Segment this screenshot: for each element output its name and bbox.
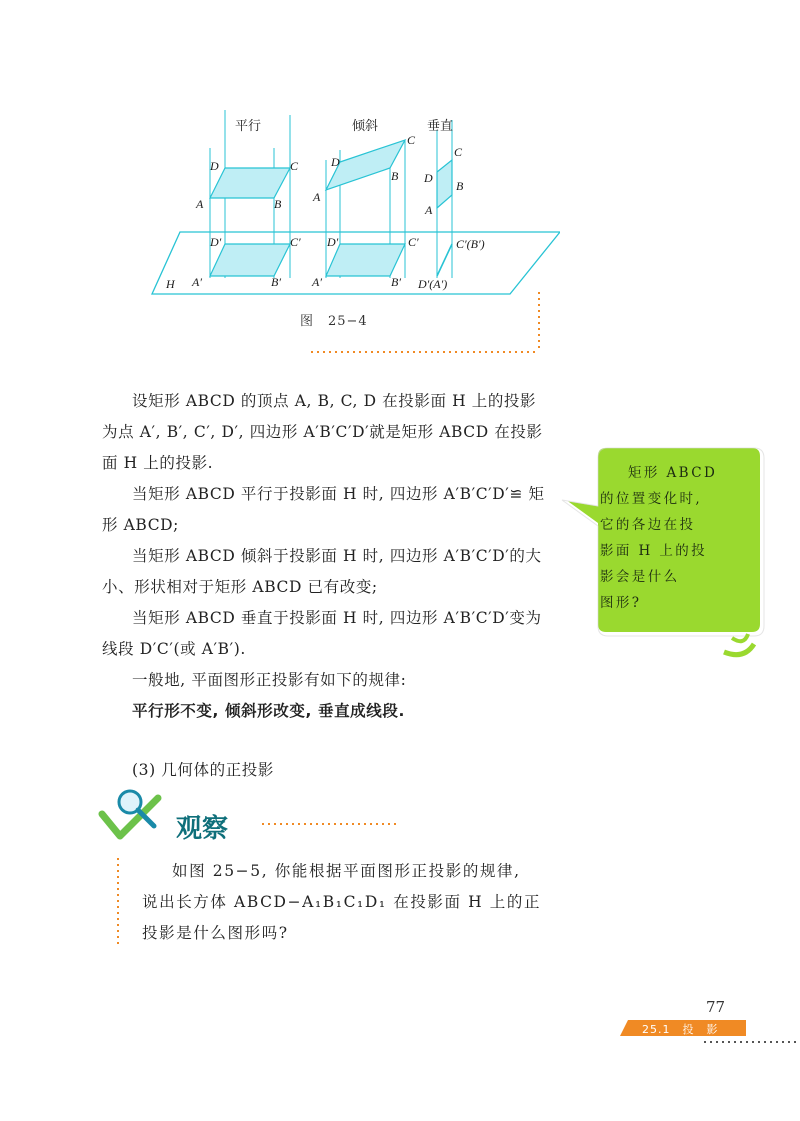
text-line: 当矩形 ABCD 垂直于投影面 H 时, 四边形 A′B′C′D′变为	[132, 609, 542, 627]
label-vertex: C′	[290, 235, 301, 249]
label-vertex: D′	[327, 235, 339, 249]
label-vertex: B′	[271, 275, 281, 289]
label-vertex: A′	[192, 275, 202, 289]
label-oblique: 倾斜	[352, 118, 379, 133]
text-line: 设矩形 ABCD 的顶点 A, B, C, D 在投影面 H 上的投影	[132, 392, 537, 410]
paragraph-perpendicular-cont	[102, 634, 552, 665]
paragraph-definition-cont	[102, 417, 552, 479]
label-vertex: B	[456, 179, 464, 193]
label-vertex: B	[391, 169, 399, 183]
paragraph-parallel	[132, 479, 552, 510]
paragraph-definition	[132, 386, 552, 417]
observe-line-2: 说出长方体 ABCD−A₁B₁C₁D₁ 在投影面 H 上的正	[142, 893, 542, 911]
observe-line-3: 投影是什么图形吗?	[142, 924, 289, 942]
paragraph-parallel-cont	[102, 510, 552, 541]
note-line: 影会是什么	[600, 569, 680, 585]
note-line: 影面 H 上的投	[600, 543, 708, 559]
label-vertex: A	[313, 190, 321, 204]
label-vertex: A	[425, 203, 433, 217]
footer-section-label: 25.1 投 影	[642, 1023, 719, 1036]
rect-parallel	[210, 168, 290, 198]
label-vertex: C′(B′)	[456, 237, 485, 251]
label-perpendicular: 垂直	[427, 118, 454, 133]
label-vertex: D	[331, 155, 340, 169]
section-heading: (3) 几何体的正投影	[132, 761, 274, 779]
label-vertex: D′(A′)	[418, 277, 448, 291]
paragraph-oblique-cont	[102, 572, 552, 603]
figure-bracket	[305, 290, 545, 360]
label-vertex: D	[424, 171, 433, 185]
label-plane-h: H	[166, 277, 175, 291]
label-vertex: D	[210, 159, 219, 173]
label-vertex: B′	[391, 275, 401, 289]
paragraph-perpendicular	[132, 603, 552, 634]
rule-statement: 平行形不变, 倾斜形改变, 垂直成线段.	[132, 702, 405, 720]
rect-perpendicular	[437, 160, 452, 208]
text-line: 形 ABCD;	[102, 516, 180, 534]
paragraph-oblique	[132, 541, 552, 572]
note-line: 的位置变化时,	[600, 491, 703, 507]
label-vertex: C	[407, 133, 416, 147]
note-line: 它的各边在投	[600, 517, 696, 533]
figure-caption: 图 25−4	[300, 314, 368, 329]
note-line: 矩形 ABCD	[628, 465, 718, 481]
proj-parallel	[210, 244, 290, 276]
label-parallel: 平行	[235, 118, 262, 133]
note-line: 图形?	[600, 595, 642, 611]
label-vertex: A′	[312, 275, 322, 289]
text-line: 线段 D′C′(或 A′B′).	[102, 640, 246, 658]
text-line: 当矩形 ABCD 倾斜于投影面 H 时, 四边形 A′B′C′D′的大	[132, 547, 542, 565]
observe-line-1: 如图 25−5, 你能根据平面图形正投影的规律,	[172, 862, 521, 880]
observe-title: 观察	[176, 814, 229, 844]
paragraph-general: 一般地, 平面图形正投影有如下的规律:	[132, 671, 407, 689]
text-line: 小、形状相对于矩形 ABCD 已有改变;	[102, 578, 378, 596]
label-vertex: B	[274, 197, 282, 211]
label-vertex: A	[196, 197, 204, 211]
label-vertex: C′	[408, 235, 419, 249]
label-vertex: C	[454, 145, 463, 159]
text-line: 当矩形 ABCD 平行于投影面 H 时, 四边形 A′B′C′D′≌ 矩	[132, 485, 545, 503]
label-vertex: C	[290, 159, 299, 173]
text-line: 面 H 上的投影.	[102, 454, 214, 472]
text-line: 为点 A′, B′, C′, D′, 四边形 A′B′C′D′就是矩形 ABCD 在投影	[102, 423, 543, 441]
side-note-text	[600, 460, 750, 616]
page-number: 77	[706, 998, 726, 1016]
label-vertex: D′	[210, 235, 222, 249]
